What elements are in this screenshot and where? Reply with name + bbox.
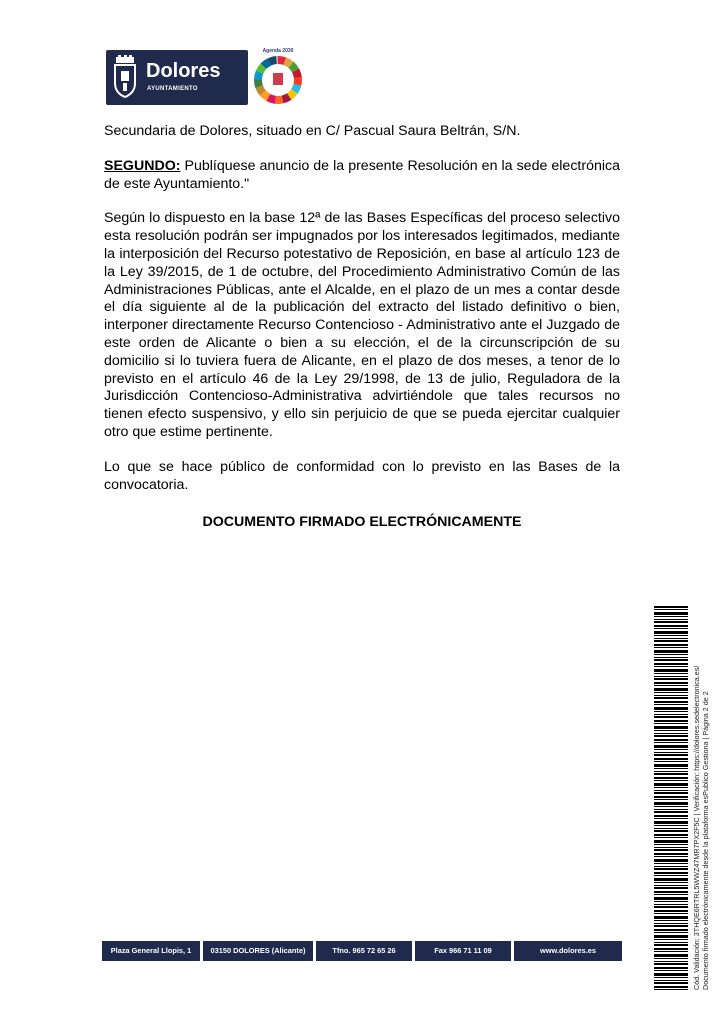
logo-name: Dolores <box>146 60 221 82</box>
segundo-label: SEGUNDO: <box>104 157 181 174</box>
footer-bar <box>102 941 622 961</box>
validation-line-1: Cód. Validación: 3THQE6RTRL5WWZ47MR7PX2F5C | Verificación: https://dolores.sedelectronica.es/ <box>692 665 701 990</box>
validation-barcode <box>654 606 688 990</box>
validation-line-2: Documento firmado electrónicamente desde la plataforma esPublico Gestiona | Página 2 de 2 <box>701 691 710 990</box>
paragraph-2 <box>104 158 620 194</box>
sdg-wheel-icon <box>253 55 303 105</box>
validation-text <box>692 650 716 990</box>
footer-web: www.dolores.es <box>514 941 622 961</box>
footer-phone: Tfno. 965 72 65 26 <box>316 941 412 961</box>
paragraph-2-text: Publíquese anuncio de la presente Resolución en la sede electrónica de este Ayuntamiento." <box>104 157 620 192</box>
paragraph-3: Según lo dispuesto en la base 12ª de las Bases Específicas del proceso selectivo esta resolución podrán ser impugnados por los interesados legitimados, mediante la interposición del Recurso potestativo de Reposición, en base al artículo 123 de la Ley 39/2015, de 1 de octubre, del Procedimiento Administrativo Común de las Administraciones Públicas, ante el Alcalde, en el plazo de un mes a contar desde el día siguiente al de la publicación del extracto del listado definitivo o bien, interponer directamente Recurso Contencioso - Administrativo ante el Juzgado de este orden de Alicante o bien a su elección, el de la circunscripción de su domicilio si lo tuviera fuera de Alicante, en el plazo de dos meses, a tenor de lo previsto en el artículo 46 de la Ley 29/1998, de 13 de julio, Reguladora de la Jurisdicción Contencioso-Administrativa advirtiéndole que tales recursos no tienen efecto suspensivo, y ello sin perjuicio de que se pueda ejercitar cualquier otro que estime pertinente. <box>104 210 620 440</box>
footer-city: 03150 DOLORES (Alicante) <box>203 941 313 961</box>
footer-fax: Fax 966 71 11 09 <box>415 941 511 961</box>
agenda-2030-logo <box>250 48 306 108</box>
footer-address: Plaza General Llopis, 1 <box>102 941 200 961</box>
paragraph-1: Secundaria de Dolores, situado en C/ Pascual Saura Beltrán, S/N. <box>104 123 521 139</box>
document-body <box>104 123 620 549</box>
paragraph-4: Lo que se hace público de conformidad con lo previsto en las Bases de la convocatoria. <box>104 458 620 493</box>
logo-subtitle: AYUNTAMIENTO <box>147 86 198 92</box>
ayuntamiento-logo <box>106 50 248 105</box>
coat-of-arms-icon <box>112 55 138 99</box>
agenda-label: Agenda 2030 <box>262 48 294 54</box>
signed-notice: DOCUMENTO FIRMADO ELECTRÓNICAMENTE <box>202 514 522 531</box>
